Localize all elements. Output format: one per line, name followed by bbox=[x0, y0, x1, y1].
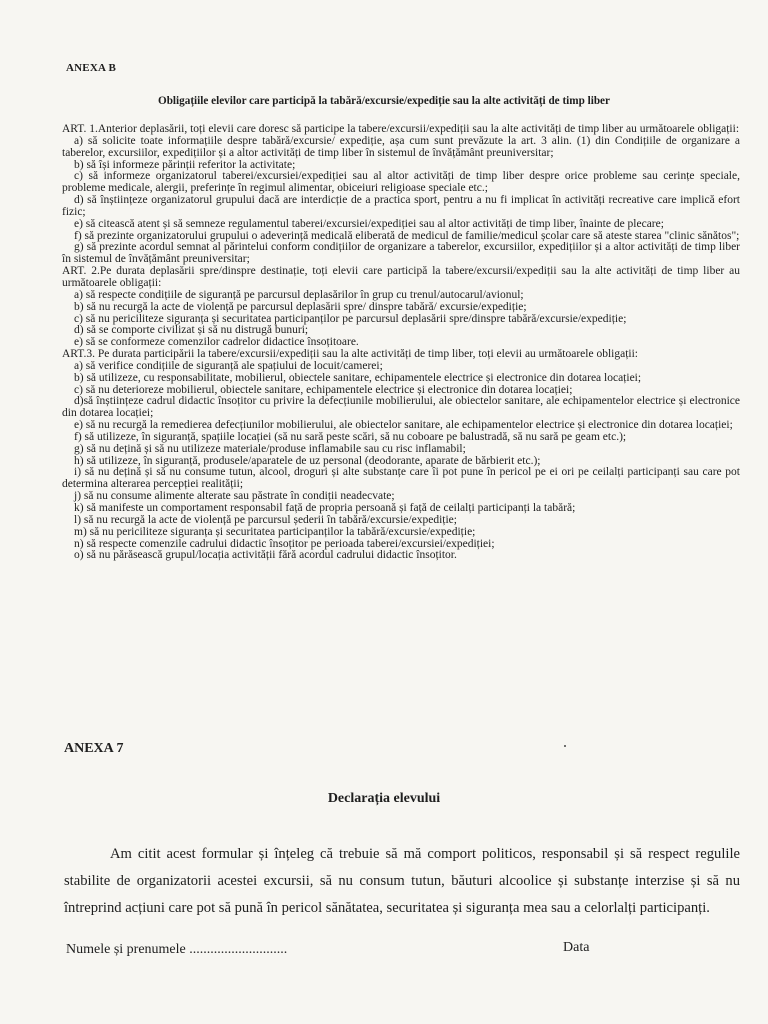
art2-item-e: e) să se conformeze comenzilor cadrelor didactice însoțitoare. bbox=[74, 336, 359, 349]
art3-item-d: d)să înștiințeze cadrul didactic însoțitor cu privire la defecțiunile mobilierului, ale obiectelor sanitare, ale echipamentelor electrice și electronice din dotarea locației; bbox=[62, 395, 740, 420]
art3-item-g: g) să nu dețină și să nu utilizeze materiale/produse inflamabile sau cu risc inflamabil; bbox=[74, 442, 466, 455]
art3-item-l: l) să nu recurgă la acte de violență pe parcursul șederii în tabără/excursie/expediție; bbox=[74, 513, 457, 526]
art1-item-c: c) să informeze organizatorul taberei/excursiei/expediției sau al altor activități de timp liber despre orice probleme sau cerințe speciale, probleme medicale, alergii, preferințe în regimul alimentar, obiceiuri religioase speciale etc.; bbox=[62, 170, 740, 195]
art3-intro: ART.3. Pe durata participării la tabere/excursii/expediții sau la alte activități de timp liber, toți elevii au următoarele obligații: bbox=[62, 348, 638, 361]
art3-item-j: j) să nu consume alimente alterate sau păstrate în condiții neadecvate; bbox=[74, 490, 395, 503]
art1-item-g: g) să prezinte acordul semnat al părintelui conform condițiilor de organizare a taberelor, excursiilor, expedițiilor și a altor activități de timp liber în sistemul de învățământ preuniversitar; bbox=[62, 241, 740, 266]
art3-item-c: c) să nu deterioreze mobilierul, obiectele sanitare, echipamentele electrice și electronice din dotarea locației; bbox=[74, 383, 573, 396]
art3-item-e: e) să nu recurgă la remedierea defecțiunilor mobilierului, ale obiectelor sanitare, ale echipamentelor electrice și electronice din dotarea locației; bbox=[74, 419, 733, 432]
art2-intro: ART. 2.Pe durata deplasării spre/dinspre destinație, toți elevii care participă la tabere/excursii/expediții sau la alte activități de timp liber au următoarele obligații: bbox=[62, 265, 740, 289]
art1-item-b: b) să își informeze părinții referitor la activitate; bbox=[74, 158, 296, 171]
art3-item-k: k) să manifeste un comportament responsabil față de propria persoană și față de ceilalți participanți la tabără; bbox=[74, 502, 576, 514]
obligations-body bbox=[62, 124, 740, 562]
annex-b-title: ANEXA B bbox=[66, 62, 116, 74]
art2-item-c: c) să nu periciliteze siguranța și securitatea participanților pe parcursul deplasării spre/dinspre tabără/excursie/expediție; bbox=[74, 312, 627, 325]
art3-item-h: h) să utilizeze, în siguranță, produsele/aparatele de uz personal (deodorante, aparate de bărbierit etc.); bbox=[74, 454, 541, 467]
art3-item-n: n) să respecte comenzile cadrului didactic însoțitor pe perioada taberei/excursiei/expediției; bbox=[74, 537, 495, 550]
art2-item-b: b) să nu recurgă la acte de violență pe parcursul deplasării spre/ dinspre tabără/ excursie/expediție; bbox=[74, 300, 527, 313]
art1-item-f: f) să prezinte organizatorului grupului o adeverință medicală eliberată de medicul de familie/medicul școlar care să ateste starea "clinic sănătos"; bbox=[74, 229, 740, 242]
date-field-label: Data bbox=[563, 940, 590, 955]
art1-item-a: a) să solicite toate informațiile despre tabără/excursie/ expediție, așa cum sunt prevăzute la art. 3 alin. (1) din Condițiile de organizare a taberelor, excursiilor, expedițiilor și a altor activități de timp liber în sistemul de învățământ preuniversitar; bbox=[62, 134, 740, 159]
declaration-heading: Declarația elevului bbox=[327, 791, 441, 806]
art3-item-b: b) să utilizeze, cu responsabilitate, mobilierul, obiectele sanitare, echipamentele electrice și electronice din dotarea locației; bbox=[74, 371, 642, 384]
annex-7-title: ANEXA 7 bbox=[64, 741, 124, 756]
annex-b-heading: Obligațiile elevilor care participă la tabără/excursie/expediție sau la alte activități de timp liber bbox=[158, 95, 610, 107]
art3-item-m: m) să nu periciliteze siguranța și securitatea participanților la tabără/excursie/expediție; bbox=[74, 525, 476, 538]
art1-intro: ART. 1.Anterior deplasării, toți elevii care doresc să participe la tabere/excursii/expediții sau la alte activități de timp liber au următoarele obligații: bbox=[62, 123, 740, 135]
art3-item-f: f) să utilizeze, în siguranță, spațiile locației (să nu sară peste scări, să nu coboare pe balustradă, să nu sară pe geam etc.); bbox=[74, 430, 627, 443]
name-field-label: Numele și prenumele ............................ bbox=[66, 942, 288, 957]
art2-item-d: d) să se comporte civilizat și să nu distrugă bunuri; bbox=[74, 324, 309, 337]
art1-item-e: e) să citească atent și să semneze regulamentul taberei/excursiei/expediției sau al altor activități de timp liber, înainte de plecare; bbox=[74, 217, 664, 230]
art2-item-a: a) să respecte condițiile de siguranță pe parcursul deplasărilor în grup cu trenul/autocarul/avionul; bbox=[74, 288, 524, 301]
art1-item-d: d) să înștiințeze organizatorul grupului dacă are interdicție de a practica sport, pentru a nu fi implicat în activități recreative care implică efort fizic; bbox=[62, 194, 740, 218]
scan-speck bbox=[564, 745, 566, 747]
art3-item-o: o) să nu părăsească grupul/locația activității fără acordul cadrului didactic însoțitor. bbox=[74, 549, 457, 562]
art3-item-i: i) să nu dețină și să nu consume tutun, alcool, droguri și alte substanțe care îi pot pune în pericol pe ei ori pe ceilalți participanți sau care pot determina alterarea percepției realității; bbox=[62, 466, 740, 491]
declaration-paragraph: Am citit acest formular și înțeleg că trebuie să mă comport politicos, responsabil și să respect regulile stabilite de organizatorii acestei excursii, să nu consum tutun, băuturi alcoolice și substanțe interzise și să nu întreprind acțiuni care pot să pună în pericol sănătatea, securitatea și siguranța mea sau a celorlalți participanți. bbox=[64, 846, 740, 916]
art3-item-a: a) să verifice condițiile de siguranță ale spațiului de locuit/camerei; bbox=[74, 359, 383, 372]
